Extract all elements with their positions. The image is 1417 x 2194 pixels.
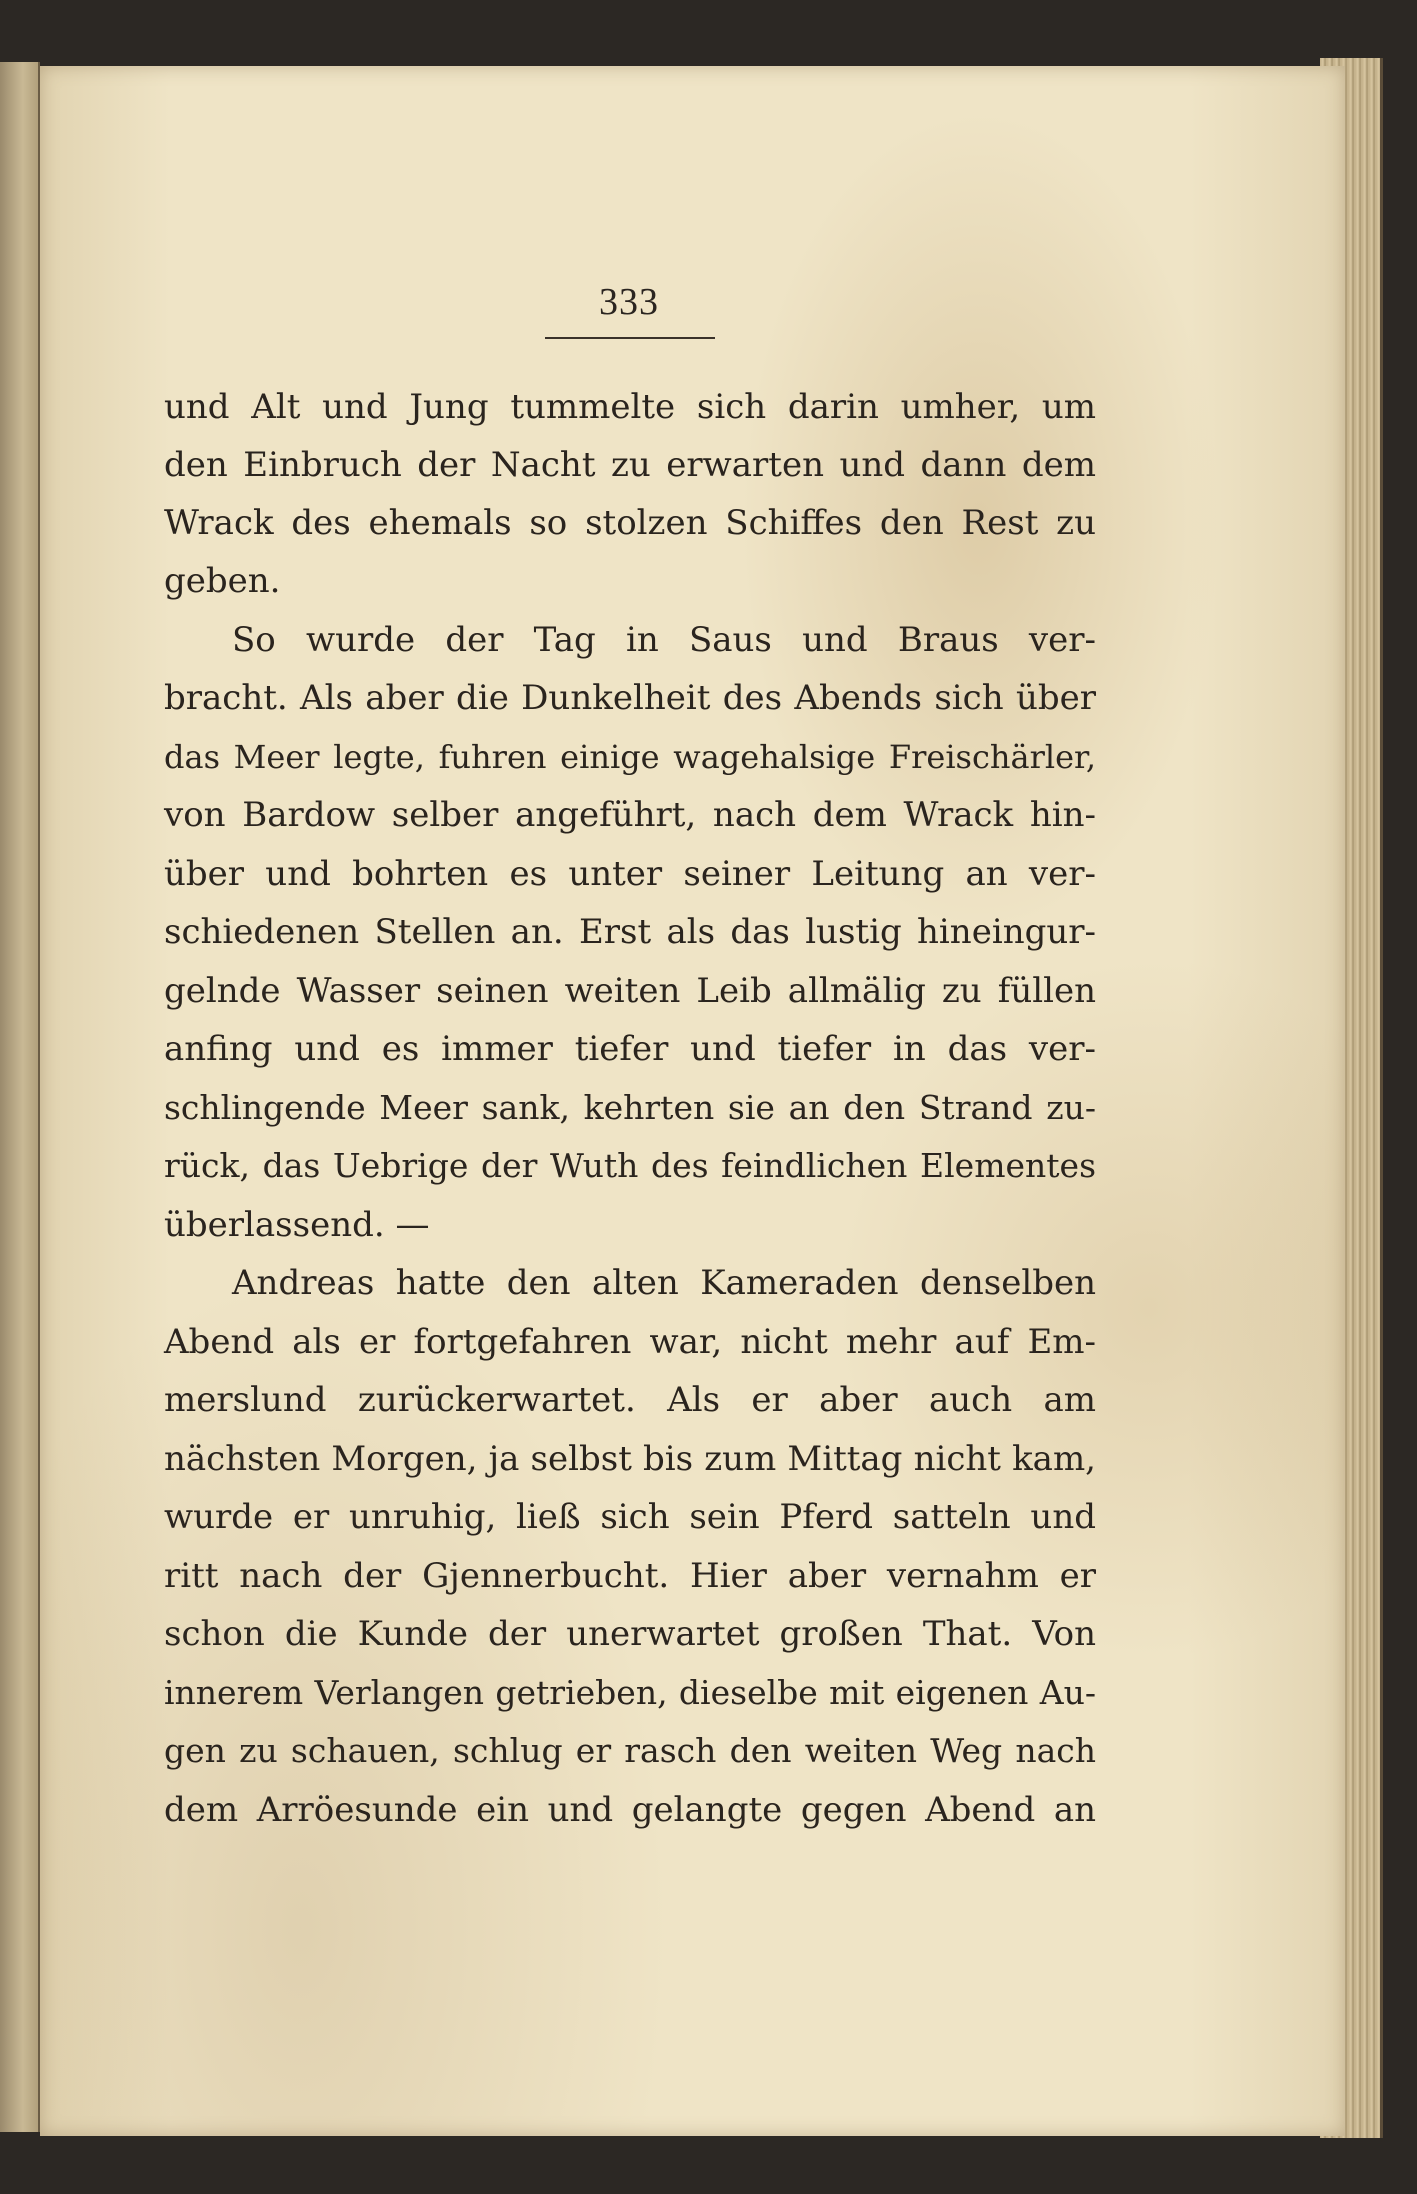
text-line: und Alt und Jung tummelte sich darin umher, um (164, 387, 1096, 427)
text-line: gelnde Wasser seinen weiten Leib allmälig zu füllen (164, 971, 1096, 1011)
text-line: anfing und es immer tiefer und tiefer in das ver- (164, 1029, 1096, 1069)
text-line: überlassend. — (164, 1205, 430, 1245)
text-line: schlingende Meer sank, kehrten sie an den Strand zu- (164, 1088, 1096, 1127)
facing-page-edge (0, 62, 40, 2132)
text-line: rück, das Uebrige der Wuth des feindlichen Elementes (164, 1146, 1096, 1185)
text-line: dem Arröesunde ein und gelangte gegen Abend an (164, 1790, 1096, 1830)
text-line: ritt nach der Gjennerbucht. Hier aber vernahm er (164, 1556, 1096, 1596)
text-line: schon die Kunde der unerwartet großen That. Von (164, 1614, 1096, 1654)
text-line: Andreas hatte den alten Kameraden denselben (232, 1263, 1096, 1303)
text-line: geben. (164, 561, 281, 601)
text-line: Wrack des ehemals so stolzen Schiffes den Rest zu (164, 503, 1096, 543)
text-line: So wurde der Tag in Saus und Braus ver- (232, 620, 1096, 660)
text-line: nächsten Morgen, ja selbst bis zum Mittag nicht kam, (164, 1439, 1096, 1479)
text-line: schiedenen Stellen an. Erst als das lustig hineingur- (164, 912, 1096, 952)
page-number-rule (545, 337, 715, 339)
text-line: gen zu schauen, schlug er rasch den weiten Weg nach (164, 1731, 1096, 1770)
text-line: von Bardow selber angeführt, nach dem Wrack hin- (164, 795, 1096, 835)
text-line: wurde er unruhig, ließ sich sein Pferd satteln und (164, 1497, 1096, 1537)
page-number: 333 (599, 281, 659, 323)
text-line: den Einbruch der Nacht zu erwarten und dann dem (164, 445, 1096, 485)
text-line: innerem Verlangen getrieben, dieselbe mit eigenen Au- (164, 1673, 1096, 1712)
text-line: das Meer legte, fuhren einige wagehalsige Freischärler, (164, 738, 1096, 776)
text-line: merslund zurückerwartet. Als er aber auch am (164, 1380, 1096, 1420)
text-line: Abend als er fortgefahren war, nicht mehr auf Em- (164, 1322, 1096, 1362)
text-line: über und bohrten es unter seiner Leitung an ver- (164, 854, 1096, 894)
text-line: bracht. Als aber die Dunkelheit des Abends sich über (164, 678, 1096, 718)
